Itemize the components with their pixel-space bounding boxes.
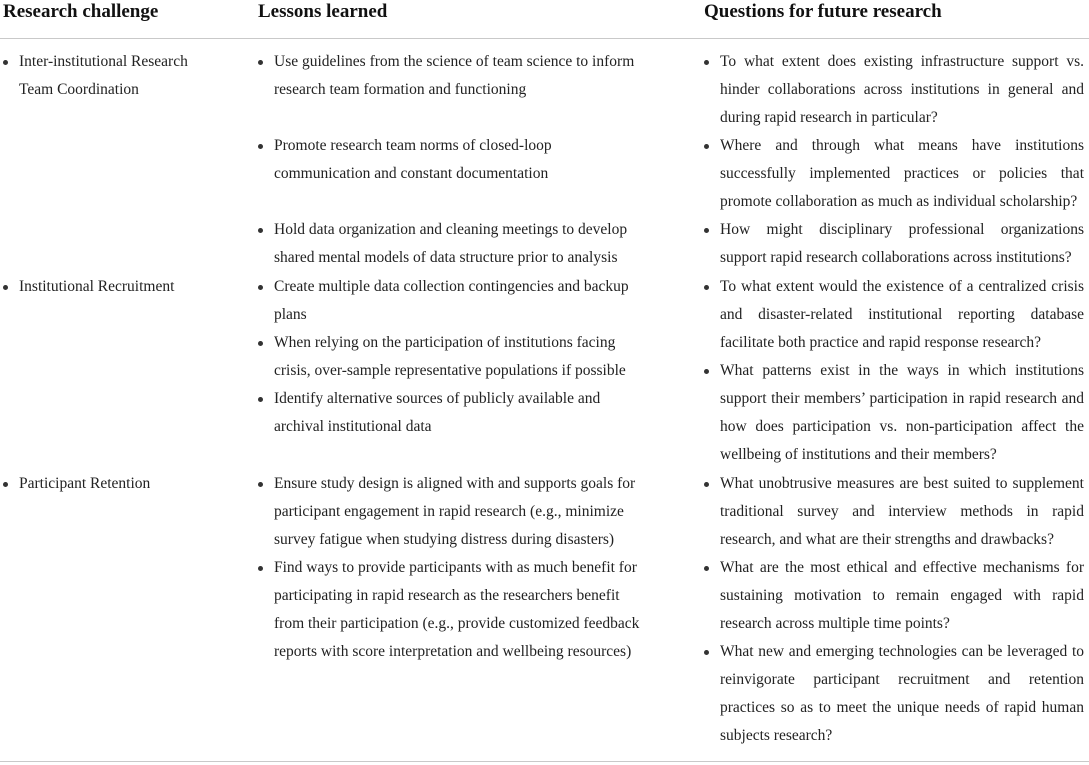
row1-lessons-cont bbox=[258, 132, 648, 188]
row2-lesson-1: Create multiple data collection contingencies and backup plans bbox=[258, 273, 648, 329]
row1-challenge-text: Inter-institutional Research Team Coordination bbox=[3, 48, 213, 104]
row2-challenge-text: Institutional Recruitment bbox=[3, 273, 213, 301]
header-questions-future-research: Questions for future research bbox=[704, 1, 942, 22]
row2-question-2: What patterns exist in the ways in which institutions support their members’ participation in rapid research and how does participation vs. non-participation affect the wellbeing of institutions and their members? bbox=[704, 357, 1084, 469]
row1-question-2: Where and through what means have institutions successfully implemented practices or policies that promote collaboration as much as individual scholarship? bbox=[704, 132, 1084, 216]
row3-question-3: What new and emerging technologies can be leveraged to reinvigorate participant recruitment and retention practices so as to meet the unique needs of rapid human subjects research? bbox=[704, 638, 1084, 750]
row1-challenge bbox=[3, 48, 213, 104]
row2-question-1: To what extent would the existence of a centralized crisis and disaster-related institutional reporting database facilitate both practice and rapid response research? bbox=[704, 273, 1084, 357]
table-header-row bbox=[0, 0, 1089, 39]
row1-questions bbox=[704, 48, 1084, 272]
row3-questions bbox=[704, 470, 1084, 750]
row1-lesson-3: Hold data organization and cleaning meetings to develop shared mental models of data structure prior to analysis bbox=[258, 216, 648, 272]
row1-question-3: How might disciplinary professional organizations support rapid research collaborations across institutions? bbox=[704, 216, 1084, 272]
row1-lesson-2: Promote research team norms of closed-loop communication and constant documentation bbox=[258, 132, 648, 188]
header-research-challenge: Research challenge bbox=[3, 1, 159, 22]
row3-lesson-1: Ensure study design is aligned with and supports goals for participant engagement in rapid research (e.g., minimize survey fatigue when studying distress during disasters) bbox=[258, 470, 648, 554]
row3-lesson-2: Find ways to provide participants with as much benefit for participating in rapid research as the researchers benefit from their participation (e.g., provide customized feedback reports with score interpretation and wellbeing resources) bbox=[258, 554, 648, 666]
row3-question-1: What unobtrusive measures are best suited to supplement traditional survey and interview methods in rapid research, and what are their strengths and drawbacks? bbox=[704, 470, 1084, 554]
table-bottom-rule bbox=[0, 761, 1089, 762]
row2-challenge bbox=[3, 273, 213, 301]
row2-questions bbox=[704, 273, 1084, 469]
row3-challenge bbox=[3, 470, 213, 498]
row3-question-2: What are the most ethical and effective mechanisms for sustaining motivation to remain engaged with rapid research across multiple time points? bbox=[704, 554, 1084, 638]
row3-lessons bbox=[258, 470, 648, 666]
row1-lessons-cont2 bbox=[258, 216, 648, 272]
header-lessons-learned: Lessons learned bbox=[258, 1, 388, 22]
row3-challenge-text: Participant Retention bbox=[3, 470, 213, 498]
row1-question-1: To what extent does existing infrastructure support vs. hinder collaborations across institutions in general and during rapid research in particular? bbox=[704, 48, 1084, 132]
row1-lessons bbox=[258, 48, 648, 104]
row2-lesson-2: When relying on the participation of institutions facing crisis, over-sample representative populations if possible bbox=[258, 329, 648, 385]
row1-lesson-1: Use guidelines from the science of team science to inform research team formation and functioning bbox=[258, 48, 648, 104]
row2-lessons bbox=[258, 273, 648, 441]
row2-lesson-3: Identify alternative sources of publicly available and archival institutional data bbox=[258, 385, 648, 441]
